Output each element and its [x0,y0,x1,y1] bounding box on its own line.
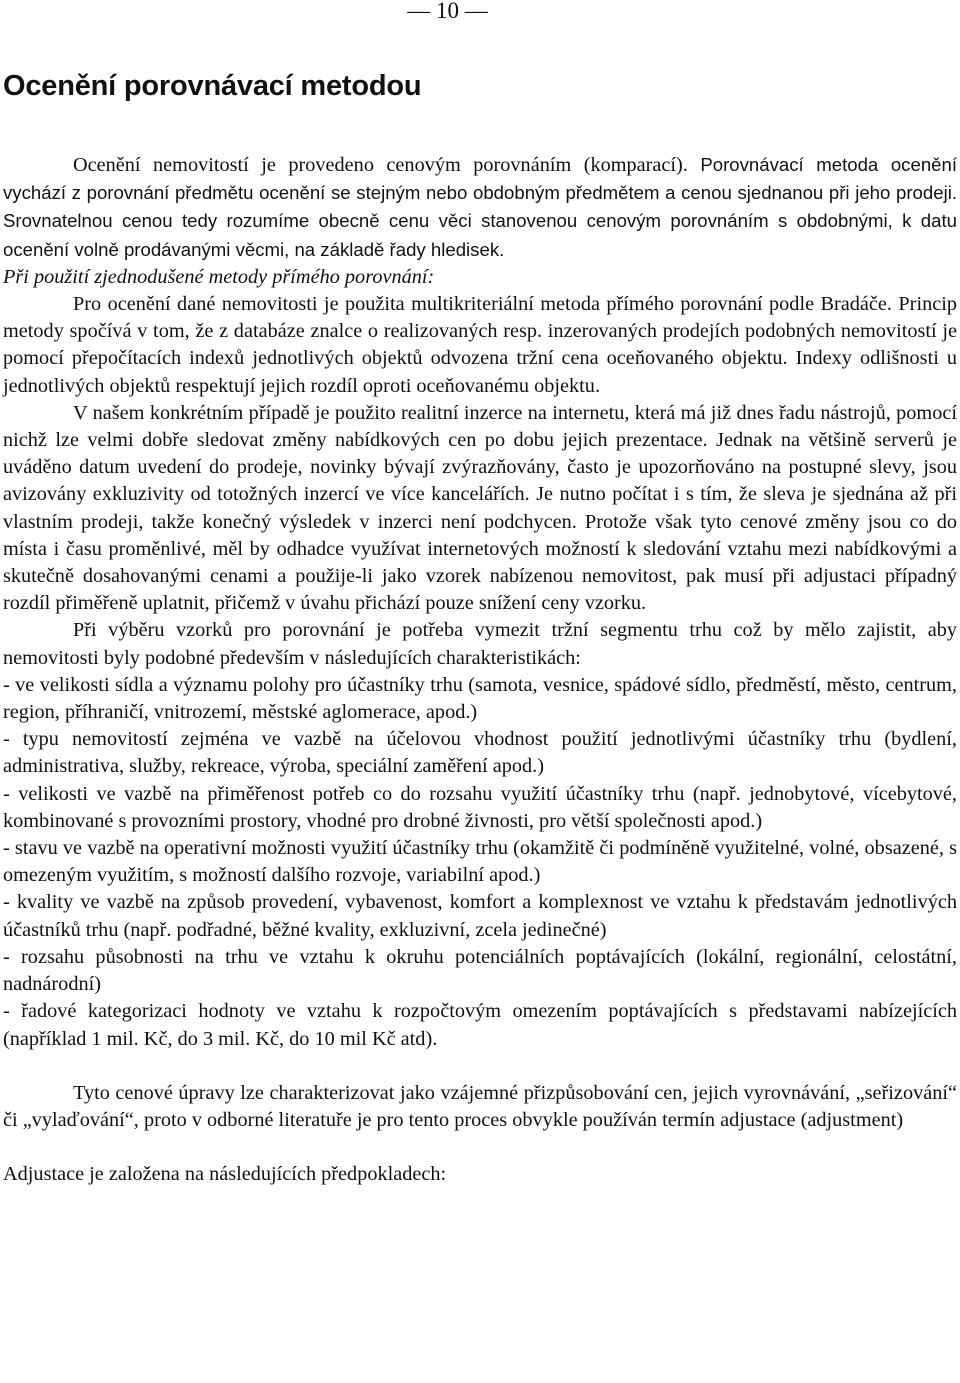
list-item: - ve velikosti sídla a významu polohy pro účastníky trhu (samota, vesnice, spádové sídlo, předměstí, město, centrum, region, příhraničí, vnitrozemí, městské aglomerace, apod.) [3,673,957,724]
intro-sentence: Ocenění nemovitostí je provedeno cenovým porovnáním (komparací). [73,154,701,176]
method-subheading: Při použití zjednodušené metody přímého porovnání: [3,265,435,288]
intro-paragraph [3,151,957,264]
assumptions-intro: Adjustace je založena na následujících předpokladech: [3,1163,447,1186]
list-item: - stavu ve vazbě na operativní možnosti využití účastníky trhu (okamžitě či podmíněně využitelné, volné, obsazené, s omezeným využitím, s možností dalšího rozvoje, variabilní apod.) [3,837,957,887]
internet-paragraph: V našem konkrétním případě je použito realitní inzerce na internetu, která má již dnes řadu nástrojů, pomocí nichž lze velmi dobře sledovat změny nabídkových cen po dobu jejich prezentace. Jednak na většině serverů je uváděno datum uvedení do prodeje, novinky bývají zvýrazňovány, často je upozorňováno na postupné slevy, jsou avizovány exkluzivity od totožných inzercí ve více kancelářích. Je nutno počítat i s tím, že sleva je sjednána až při vlastním prodeji, takže konečný výsledek v inzerci není podchycen. Protože však tyto cenové změny jsou co do místa i času proměnlivé, měl by odhadce využívat internetových možností k sledování vztahu mezi nabídkovými a skutečně dosahovanými cenami a použije-li jako vzorek nabízenou nemovitost, pak musí při adjustaci případný rozdíl přiměřeně uplatnit, přičemž v úvahu přichází pouze snížení ceny vzorku. [3,401,957,615]
page-title: Ocenění porovnávací metodou [3,70,422,102]
document-body [3,151,957,1188]
page-number: — 10 — [407,0,488,23]
list-item: - typu nemovitostí zejména ve vazbě na účelovou vhodnost použití jednotlivými účastníky trhu (bydlení, administrativa, služby, rekreace, výroba, speciální zaměření apod.) [3,728,957,778]
list-item: - kvality ve vazbě na způsob provedení, vybavenost, komfort a komplexnost ve vztahu k představám jednotlivých účastníků trhu (např. podřadné, běžné kvality, exkluzivní, zcela jedinečné) [3,891,957,941]
list-item: - velikosti ve vazbě na přiměřenost potřeb co do rozsahu využití účastníky trhu (např. jednobytové, vícebytové, kombinované s provozními prostory, vhodné pro drobné živnosti, pro větší společnosti apod.) [3,782,957,832]
sample-selection-paragraph: Při výběru vzorků pro porovnání je potřeba vymezit tržní segmentu trhu což by mělo zajistit, aby nemovitosti byly podobné především v následujících charakteristikách: [3,619,957,669]
paragraph-gap [3,1134,957,1161]
adjustment-paragraph: Tyto cenové úpravy lze charakterizovat jako vzájemné přizpůsobování cen, jejich vyrovnávání, „seřizování“ či „vylaďování“, proto v odborné literatuře je pro tento proces obvykle používán termín adjustace (adjustment) [3,1081,957,1131]
method-paragraph: Pro ocenění dané nemovitosti je použita multikriteriální metoda přímého porovnání podle Bradáče. Princip metody spočívá v tom, že z databáze znalce o realizovaných resp. inzerovaných prodejích podobných nemovitostí je pomocí přepočítacích indexů jednotlivých objektů odvozena tržní cena oceňovaného objektu. Indexy odlišnosti u jednotlivých objektů respektují jejich rozdíl oproti oceňovanému objektu. [3,293,957,397]
list-item: - rozsahu působnosti na trhu ve vztahu k okruhu potenciálních poptávajících (lokální, regionální, celostátní, nadnárodní) [3,945,957,996]
paragraph-gap [3,1053,957,1080]
intro-method-text: Porovnávací metoda ocenění vychází z porovnání předmětu ocenění se stejným nebo obdobným předmětem a cenou sjednanou při jeho prodeji. Srovnatelnou cenou tedy rozumíme obecně cenu věci stanovenou cenovým porovnáním s obdobnými, k datu ocenění volně prodávanými věcmi, na základě řady hledisek. [3,154,958,260]
list-item: - řadové kategorizaci hodnoty ve vztahu k rozpočtovým omezením poptávajících s představami nabízejících (například 1 mil. Kč, do 3 mil. Kč, do 10 mil Kč atd). [3,1000,957,1050]
